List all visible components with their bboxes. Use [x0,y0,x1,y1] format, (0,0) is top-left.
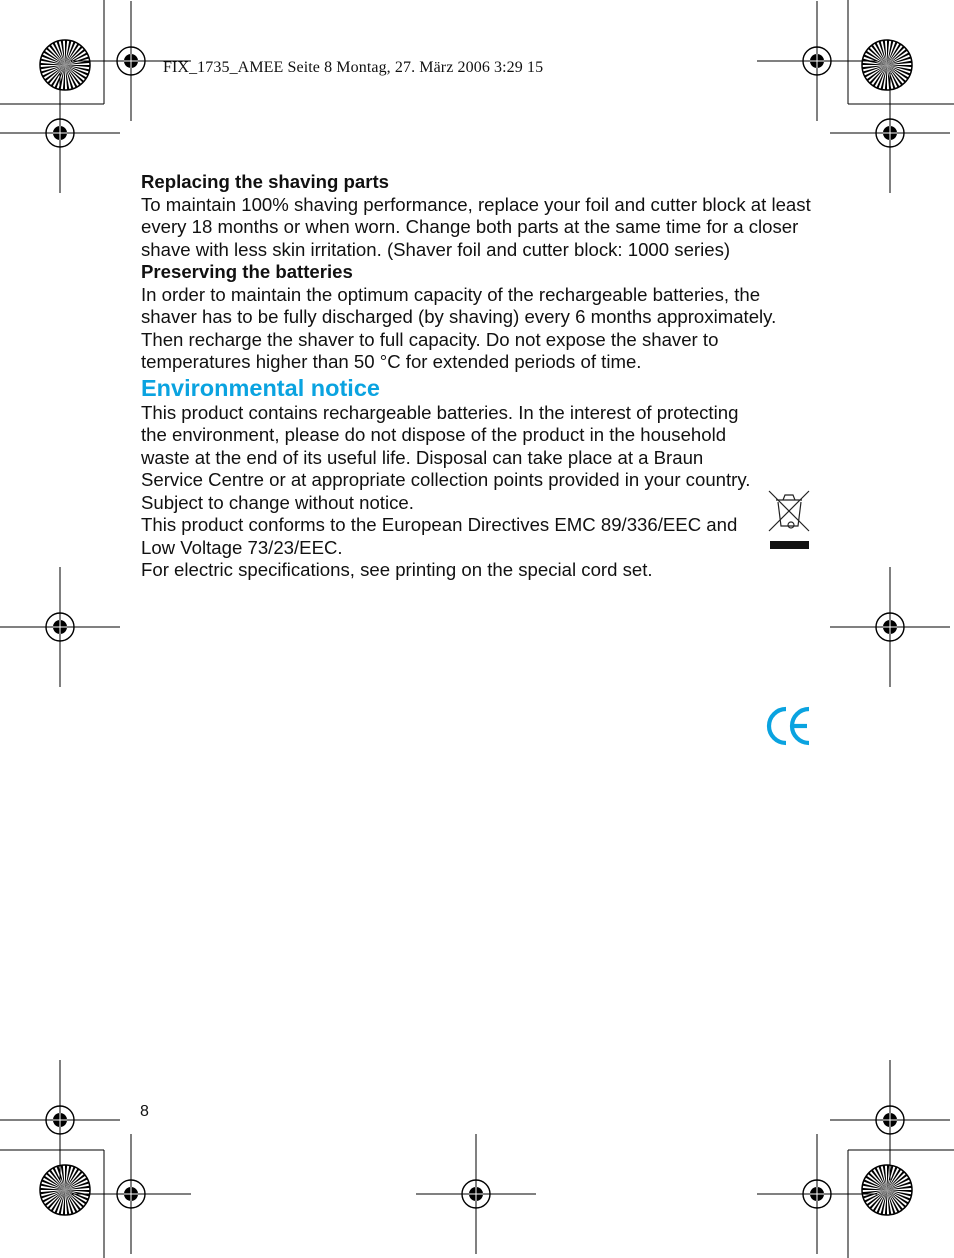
page-content [141,171,813,582]
registration-mark-icon [0,567,120,687]
change-notice: Subject to change without notice. [141,491,414,513]
registration-mark-icon [0,73,120,193]
registration-mark-icon [416,1134,536,1254]
electric-specifications-note: For electric specifications, see printing on the special cord set. [141,559,653,580]
environmental-notice-title: Environmental notice [141,374,380,401]
batteries-heading: Preserving the batteries [141,261,353,282]
registration-mark-icon [830,567,950,687]
starburst-target-icon [862,40,912,90]
replacing-heading: Replacing the shaving parts [141,171,389,192]
starburst-target-icon [862,1165,912,1215]
registration-mark-icon [757,1,877,121]
print-slug-line: FIX_1735_AMEE Seite 8 Montag, 27. März 2006 3:29 15 [163,59,544,76]
replacing-body: To maintain 100% shaving performance, replace your foil and cutter block at least every 18 months or when worn. Change both parts at the same time for a closer shave with less skin irritation. (Shaver foil and cutter block: 1000 series) [141,193,811,260]
starburst-target-icon [40,40,90,90]
starburst-target-icon [40,1165,90,1215]
batteries-body: In order to maintain the optimum capacity of the rechargeable batteries, the shaver has to be fully discharged (by shaving) every 6 months approximately. Then recharge the shaver to full capacity. Do not expose the shaver to temperatures higher than 50 °C for extended periods of time. [141,283,777,372]
environmental-notice-body: This product contains rechargeable batteries. In the interest of protecting the environment, please do not dispose of the product in the household waste at the end of its useful life. Disposal can take place at a Braun Service Centre or at appropriate collection points provided in your country. [141,401,751,490]
conformity-statement: This product conforms to the European Directives EMC 89/336/EEC and Low Voltage 73/23/EEC. [141,514,738,558]
page-number: 8 [140,1103,149,1120]
registration-mark-icon [757,1134,877,1254]
ce-mark-icon [765,704,813,748]
registration-mark-icon [0,1060,120,1180]
crossed-out-wheelie-bin-icon [766,488,812,552]
